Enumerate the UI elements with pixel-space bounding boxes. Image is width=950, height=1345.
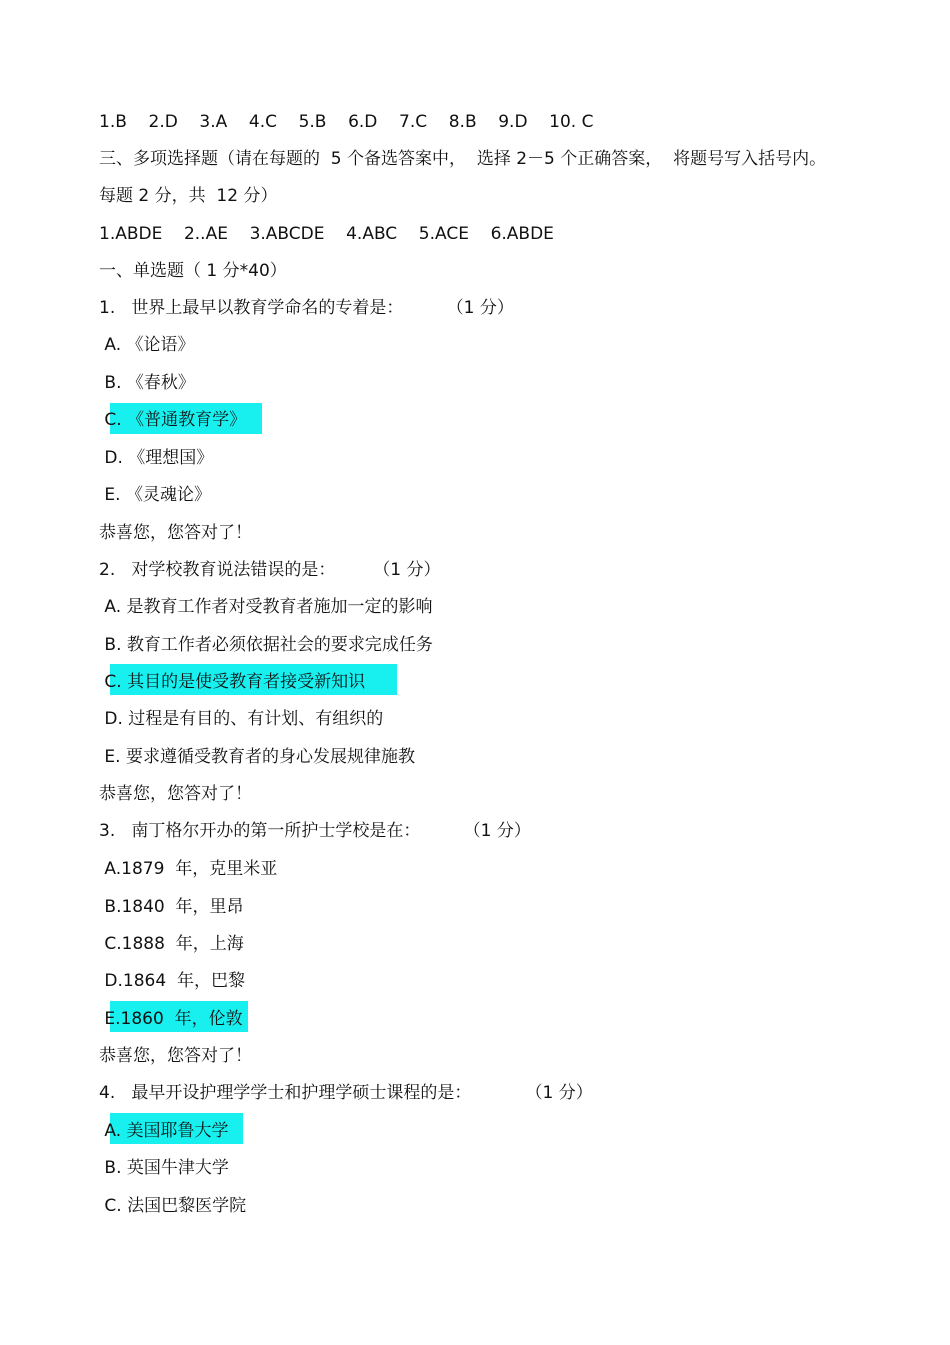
feedback-text: 恭喜您，您答对了！ (99, 784, 252, 804)
option-a: A. 是教育工作者对受教育者施加一定的影响 (99, 597, 433, 617)
option-d: D.1864 年，巴黎 (99, 971, 245, 991)
multi-choice-score-note: 每题 2 分，共 12 分） (99, 186, 278, 206)
multi-choice-section-heading: 三、多项选择题（请在每题的 5 个备选答案中， 选择 2－5 个正确答案， 将题号写入括号内。 (99, 149, 827, 169)
option-b: B. 《春秋》 (99, 373, 195, 393)
feedback-text: 恭喜您，您答对了！ (99, 1046, 252, 1066)
question-stem: 1. 世界上最早以教育学命名的专着是： （1 分） (99, 298, 514, 318)
option-a: A.1879 年，克里米亚 (99, 859, 278, 879)
option-a: A. 《论语》 (99, 335, 195, 355)
option-b: B. 英国牛津大学 (99, 1158, 229, 1178)
option-c-correct: C. 《普通教育学》 (99, 410, 247, 430)
option-b: B.1840 年，里昂 (99, 897, 244, 917)
option-b: B. 教育工作者必须依据社会的要求完成任务 (99, 635, 433, 655)
multi-choice-answer-key: 1.ABDE 2..AE 3.ABCDE 4.ABC 5.ACE 6.ABDE (99, 224, 554, 244)
option-e: E. 要求遵循受教育者的身心发展规律施教 (99, 747, 415, 767)
option-c: C.1888 年，上海 (99, 934, 244, 954)
option-a-correct: A. 美国耶鲁大学 (99, 1121, 229, 1141)
option-e: E. 《灵魂论》 (99, 485, 211, 505)
option-e-correct: E.1860 年，伦敦 (99, 1009, 243, 1029)
option-c: C. 法国巴黎医学院 (99, 1196, 247, 1216)
question-stem: 4. 最早开设护理学学士和护理学硕士课程的是： （1 分） (99, 1083, 593, 1103)
option-d: D. 过程是有目的、有计划、有组织的 (99, 709, 384, 729)
feedback-text: 恭喜您，您答对了！ (99, 523, 252, 543)
single-choice-section-heading: 一、单选题（ 1 分*40） (99, 261, 287, 281)
single-choice-answer-key: 1.B 2.D 3.A 4.C 5.B 6.D 7.C 8.B 9.D 10. C (99, 112, 594, 132)
question-stem: 3. 南丁格尔开办的第一所护士学校是在： （1 分） (99, 821, 531, 841)
question-stem: 2. 对学校教育说法错误的是： （1 分） (99, 560, 441, 580)
option-c-correct: C. 其目的是使受教育者接受新知识 (99, 672, 366, 692)
option-d: D. 《理想国》 (99, 448, 214, 468)
